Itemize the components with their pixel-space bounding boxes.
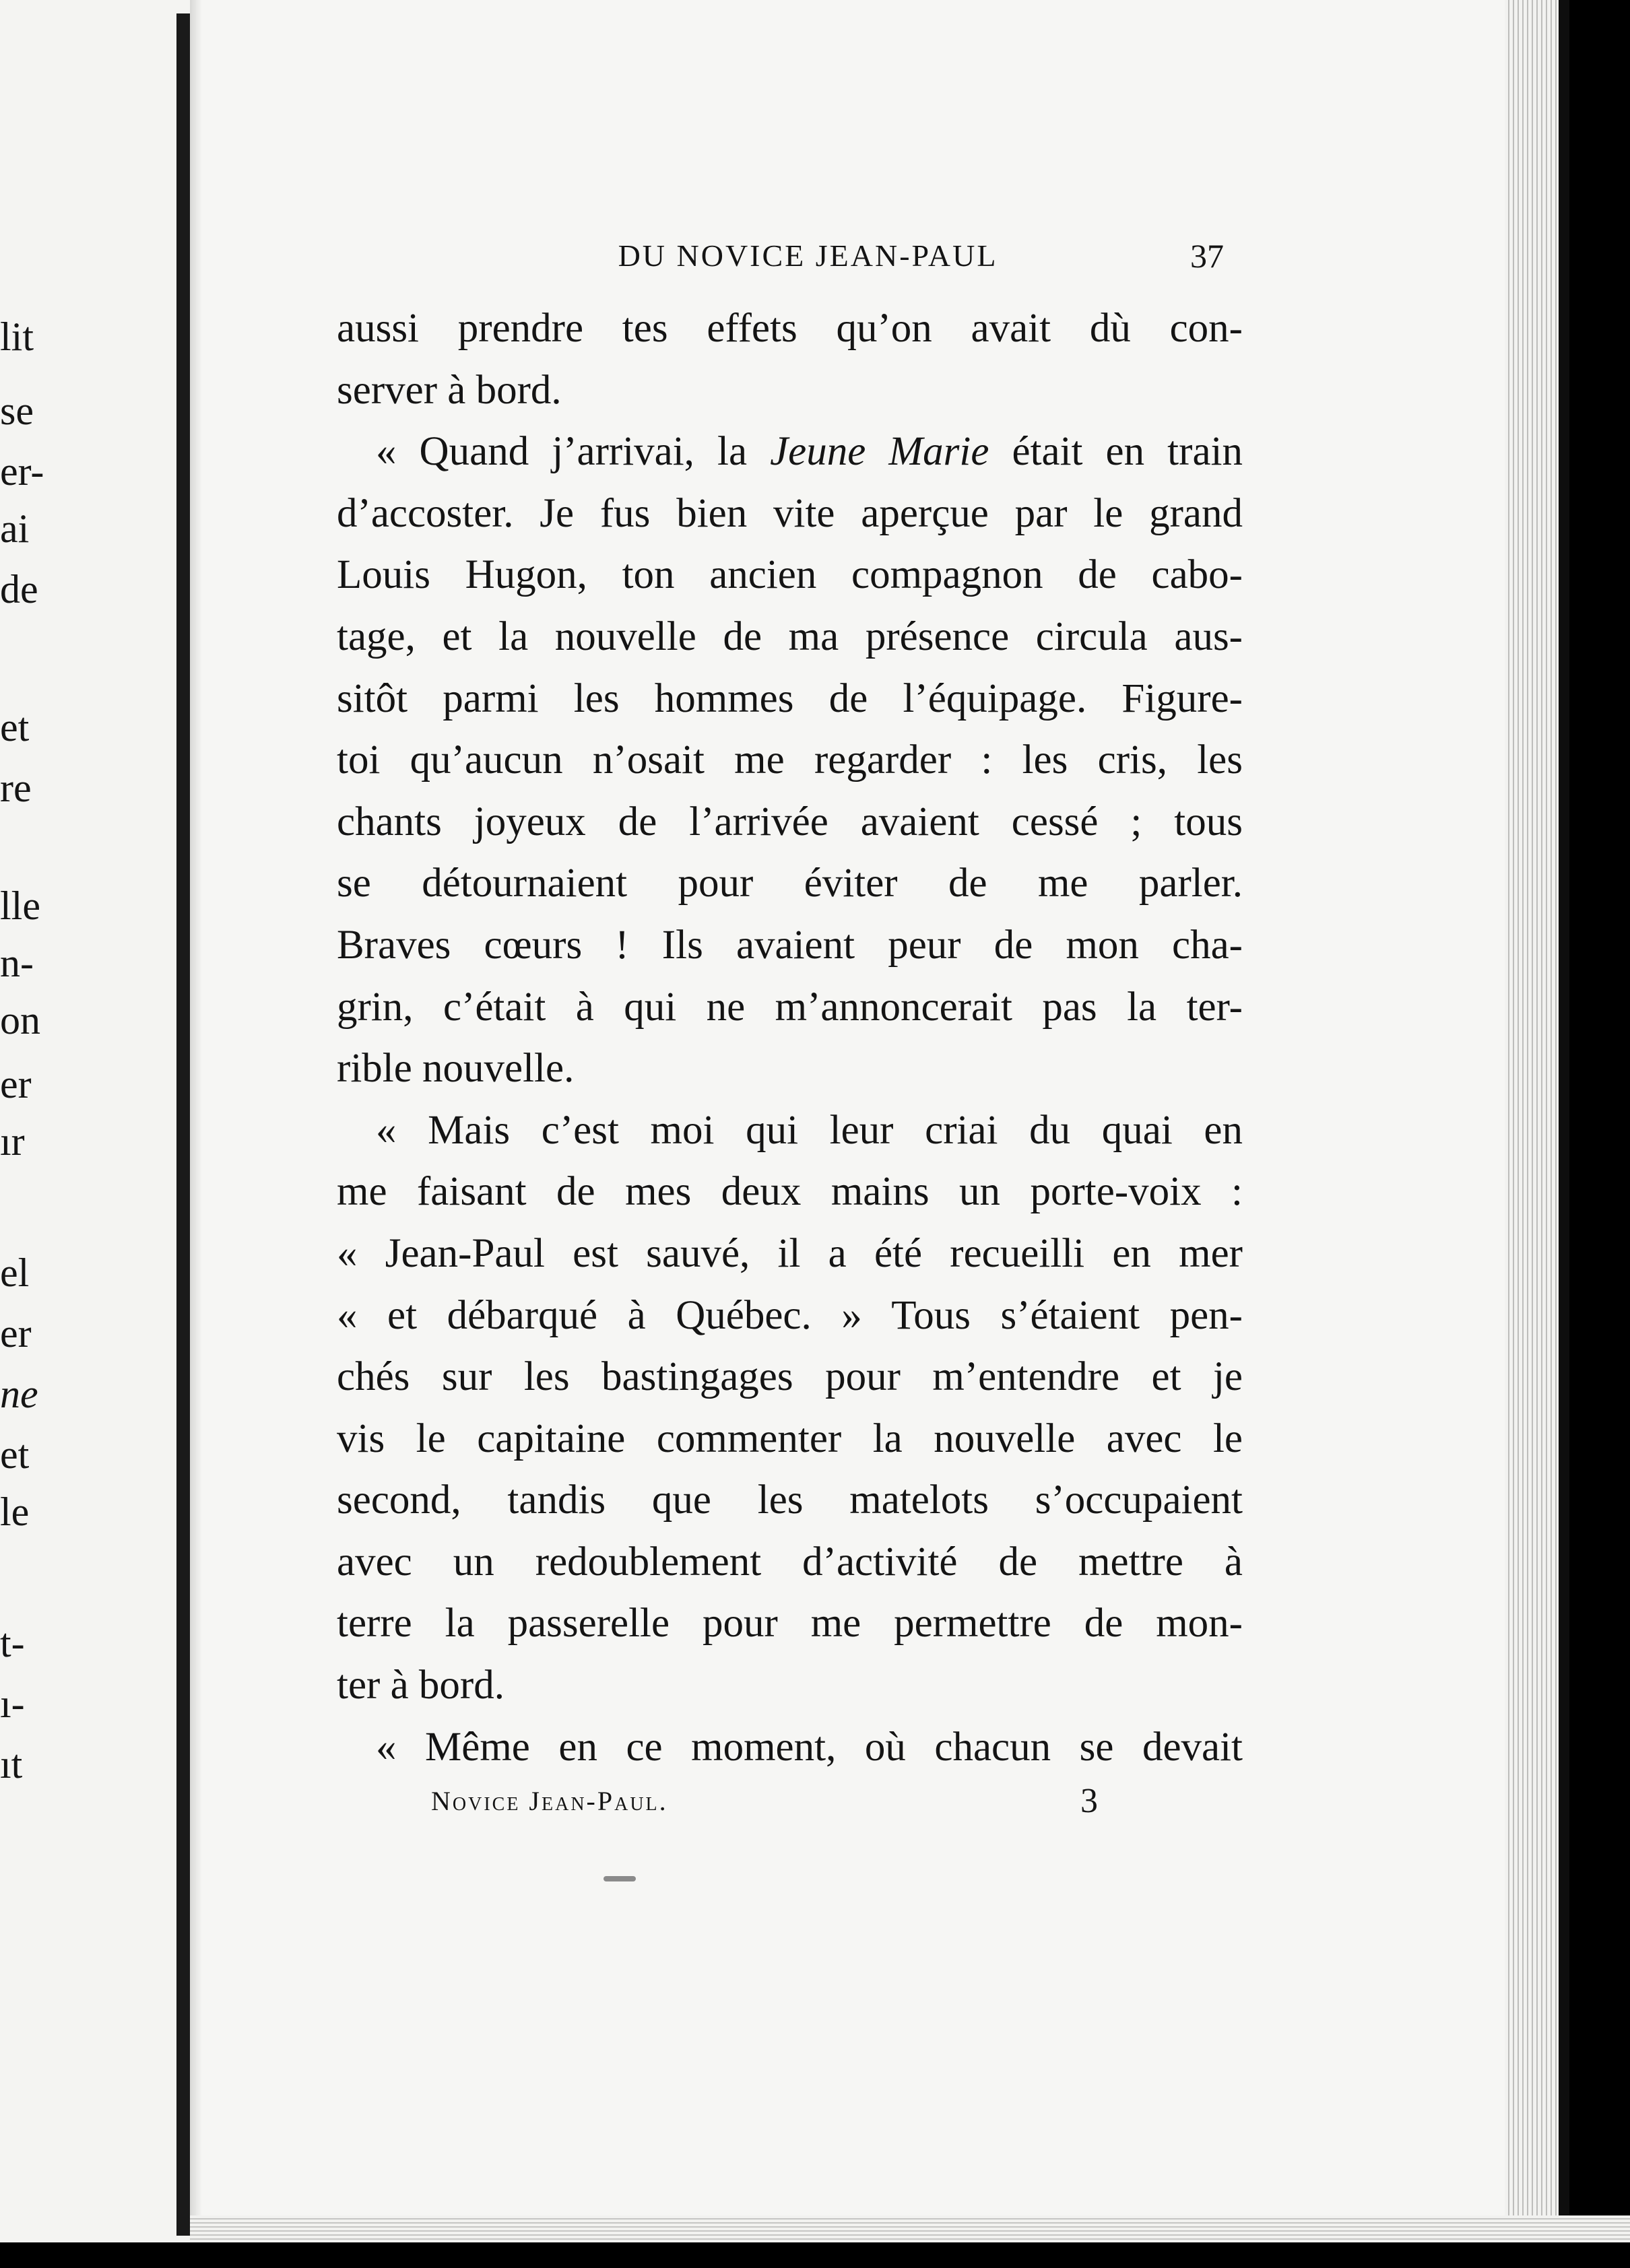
text-line: Louis Hugon, ton ancien compagnon de cabo- — [337, 552, 1243, 598]
text-line: grin, c’était à qui ne m’annoncerait pas la ter- — [337, 984, 1243, 1030]
previous-page-text-fragment: et — [0, 1432, 30, 1477]
previous-page-text-fragment: ne — [0, 1372, 38, 1416]
text-line: server à bord. — [337, 367, 562, 413]
text-segment: était en train — [989, 429, 1243, 475]
previous-page-text-fragment: le — [0, 1490, 30, 1534]
previous-page-text-fragment: on — [0, 998, 40, 1042]
previous-page-text-fragment: t- — [0, 1621, 25, 1665]
previous-page-text-fragment: ıt — [0, 1742, 23, 1787]
previous-page-text-fragment: et — [0, 705, 30, 749]
text-line: vis le capitaine commenter la nouvelle avec le — [337, 1415, 1243, 1461]
text-line: rible nouvelle. — [337, 1046, 575, 1092]
text-line: « et débarqué à Québec. » Tous s’étaient pen- — [337, 1292, 1243, 1338]
running-head — [392, 236, 1224, 276]
previous-page-text-fragment: ı- — [0, 1681, 25, 1726]
text-line: Braves cœurs ! Ils avaient peur de mon cha- — [337, 922, 1243, 968]
text-line: d’accoster. Je fus bien vite aperçue par le grand — [337, 490, 1243, 536]
text-line: avec un redoublement d’activité de mettre à — [337, 1539, 1243, 1585]
text-line: chants joyeux de l’arrivée avaient cessé ; tous — [337, 799, 1243, 844]
text-line: second, tandis que les matelots s’occupaient — [337, 1477, 1243, 1523]
text-line — [337, 421, 1243, 483]
text-line: « Même en ce moment, où chacun se devait — [376, 1724, 1243, 1770]
book-gutter — [176, 13, 190, 2236]
previous-page-text-fragment: de — [0, 567, 38, 611]
italic-ship-name: Jeune Marie — [770, 429, 989, 475]
text-line: aussi prendre tes effets qu’on avait dù con- — [337, 306, 1243, 351]
signature-number: 3 — [1080, 1782, 1098, 1820]
page-number: 37 — [1190, 237, 1224, 275]
previous-page-text-fragment: lle — [0, 883, 40, 928]
scan-border — [1559, 0, 1569, 2268]
signature-title: Novice Jean-Paul. — [431, 1786, 668, 1816]
previous-page-fragment — [0, 0, 205, 2242]
previous-page-text-fragment: se — [0, 389, 34, 433]
previous-page-text-fragment: n- — [0, 941, 34, 985]
previous-page-text-fragment: ai — [0, 506, 30, 551]
text-line: « Mais c’est moi qui leur criai du quai en — [376, 1107, 1243, 1153]
previous-page-text-fragment: ır — [0, 1119, 25, 1164]
text-line: ter à bord. — [337, 1663, 504, 1708]
text-line: tage, et la nouvelle de ma présence circula aus- — [337, 613, 1243, 659]
previous-page-text-fragment: re — [0, 766, 32, 810]
running-title: DU NOVICE JEAN-PAUL — [618, 238, 998, 273]
previous-page-text-fragment: er — [0, 1062, 32, 1106]
previous-page-text-fragment: lit — [0, 314, 34, 359]
previous-page-text-fragment: el — [0, 1250, 30, 1295]
body-text — [337, 298, 1243, 1778]
text-line: toi qu’aucun n’osait me regarder : les cris, les — [337, 737, 1243, 783]
text-line: terre la passerelle pour me permettre de mon- — [337, 1601, 1243, 1646]
text-segment: « Quand j’arrivai, la — [376, 429, 771, 475]
signature-line — [431, 1778, 1105, 1825]
ink-smudge — [604, 1876, 636, 1881]
text-line: chés sur les bastingages pour m’entendre et je — [337, 1354, 1243, 1400]
text-line: sitôt parmi les hommes de l’équipage. Figure- — [337, 675, 1243, 721]
previous-page-text-fragment: er — [0, 1311, 32, 1356]
text-line: « Jean-Paul est sauvé, il a été recueilli en mer — [337, 1230, 1243, 1276]
previous-page-text-fragment: er- — [0, 449, 44, 494]
scan-bottom-border — [0, 2242, 1630, 2268]
page-inner-shadow — [190, 0, 202, 2268]
text-line: me faisant de mes deux mains un porte-voix : — [337, 1169, 1243, 1215]
text-line: se détournaient pour éviter de me parler. — [337, 861, 1243, 906]
